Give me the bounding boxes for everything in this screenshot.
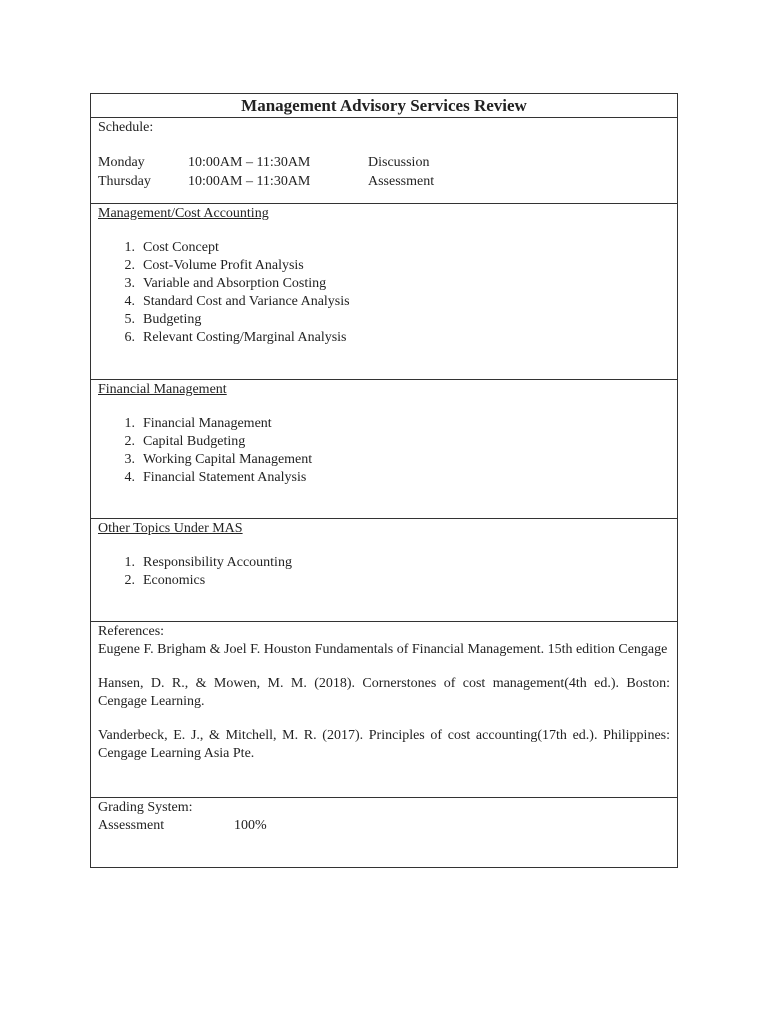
grading-section — [91, 797, 677, 867]
grading-value: 100% — [234, 818, 267, 833]
other-topics-section — [91, 518, 677, 621]
list-item: 5. Budgeting — [124, 312, 202, 327]
list-item: 2. Economics — [124, 573, 206, 588]
references-section — [91, 621, 677, 797]
list-item: 4. Standard Cost and Variance Analysis — [124, 294, 350, 309]
schedule-time: 10:00AM – 11:30AM — [188, 174, 311, 189]
references-label: References: — [98, 624, 165, 639]
grading-item: Assessment — [98, 818, 165, 833]
cost-accounting-section — [91, 203, 677, 379]
section-heading: Management/Cost Accounting — [98, 206, 269, 221]
schedule-section — [91, 117, 677, 203]
schedule-time: 10:00AM – 11:30AM — [188, 155, 311, 170]
reference-entry: Vanderbeck, E. J., & Mitchell, M. R. (2017). Principles of cost accounting(17th ed.). Philippines: Cengage Learning Asia Pte. — [98, 728, 670, 761]
grading-label: Grading System: — [98, 800, 193, 815]
schedule-label: Schedule: — [98, 120, 154, 135]
schedule-activity: Assessment — [368, 174, 435, 189]
schedule-activity: Discussion — [368, 155, 430, 170]
list-item: 1. Responsibility Accounting — [124, 555, 292, 570]
list-item: 4. Financial Statement Analysis — [124, 470, 307, 485]
list-item: 1. Financial Management — [124, 416, 272, 431]
reference-entry: Eugene F. Brigham & Joel F. Houston Fundamentals of Financial Management. 15th edition Cengage — [98, 642, 668, 657]
section-heading: Other Topics Under MAS — [98, 521, 243, 536]
section-heading: Financial Management — [98, 382, 227, 397]
grading-entry — [98, 817, 670, 835]
schedule-entry — [98, 153, 670, 172]
list-item: 2. Cost-Volume Profit Analysis — [124, 258, 304, 273]
list-item: 2. Capital Budgeting — [124, 434, 246, 449]
topic-list — [98, 415, 670, 487]
syllabus-table — [90, 93, 678, 868]
reference-entry: Hansen, D. R., & Mowen, M. M. (2018). Cornerstones of cost management(4th ed.). Boston: Cengage Learning. — [98, 676, 670, 709]
schedule-day: Thursday — [98, 174, 151, 189]
topic-list — [98, 554, 670, 590]
financial-management-section — [91, 379, 677, 518]
schedule-entry — [98, 172, 670, 191]
list-item: 3. Variable and Absorption Costing — [124, 276, 327, 291]
document-title: Management Advisory Services Review — [241, 96, 527, 115]
list-item: 3. Working Capital Management — [124, 452, 313, 467]
topic-list — [98, 239, 670, 347]
schedule-day: Monday — [98, 155, 145, 170]
list-item: 6. Relevant Costing/Marginal Analysis — [124, 330, 347, 345]
list-item: 1. Cost Concept — [124, 240, 219, 255]
